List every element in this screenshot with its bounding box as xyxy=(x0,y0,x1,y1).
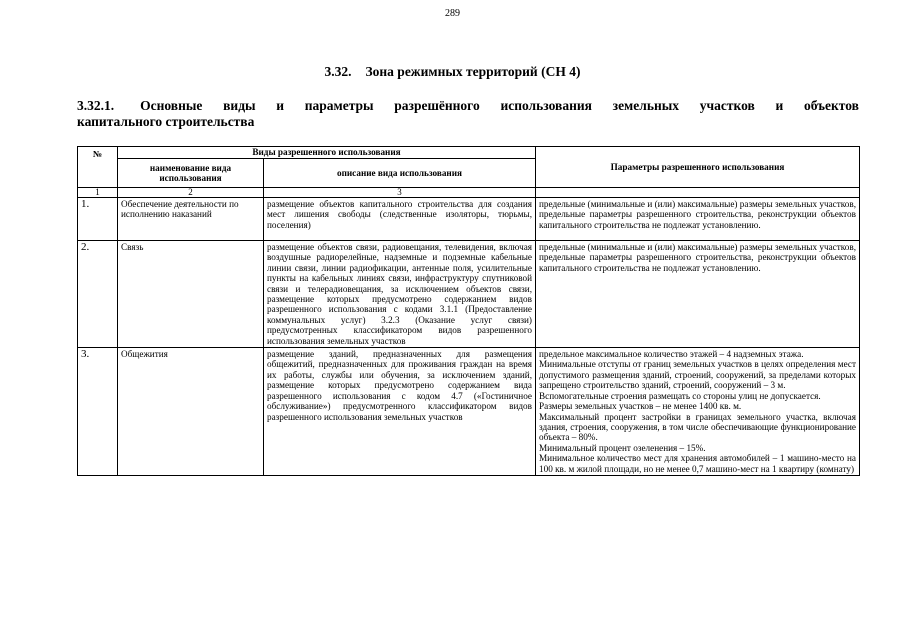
heading-word: и xyxy=(775,98,784,113)
use-description: размещение объектов связи, радиовещания, телевидения, включая воздушные радиорелейные, надземные и подземные кабельные линии связи, линии радиофикации, антенные поля, усилительные пункты на кабельных линиях связи, инфраструктуру спутниковой связи и телерадиовещания, за исключением объектов связи, размещение которых предусмотрено содержанием видов разрешенного использования с кодами 3.1.1 (Предоставление коммунальных услуг) 3.2.3 (Оказание услуг связи) предусмотренных классификатором видов разрешенного использования земельных участков xyxy=(264,241,536,348)
param-line: Размеры земельных участков – не менее 1400 кв. м. xyxy=(539,401,742,412)
row-number: 3. xyxy=(78,348,118,476)
permitted-use-table xyxy=(77,146,860,476)
section-number: 3.32.1. xyxy=(77,98,115,113)
section-title-line1 xyxy=(140,98,859,114)
header-uses-group: Виды разрешенного использования xyxy=(118,147,536,159)
param-line: Минимальные отступы от границ земельных участков в целях определения мест допустимого размещения зданий, строений, сооружений, за пределами которых запрещено строительство зданий, строений, сооружений – 3 м. xyxy=(539,359,856,391)
heading-word: виды xyxy=(223,98,256,113)
table-row xyxy=(78,241,860,348)
row-number: 2. xyxy=(78,241,118,348)
use-name: Общежития xyxy=(118,348,264,476)
header-name: наименование вида использования xyxy=(118,159,264,188)
param-line: Минимальный процент озеленения – 15%. xyxy=(539,442,706,453)
heading-word: Основные xyxy=(140,98,203,113)
table-row xyxy=(78,198,860,241)
index-cell xyxy=(536,188,860,198)
section-heading xyxy=(77,98,859,130)
param-line: предельные (минимальные и (или) максимальные) размеры земельных участков, предельные параметры разрешенного строительства, реконструкции объектов капитального строительства не подлежат установлению. xyxy=(539,242,856,273)
param-line: Максимальный процент застройки в границах земельного участка, включая здания, строения, сооружения, в том числе обеспечивающие функционирование объекта – 80%. xyxy=(539,411,856,443)
use-params xyxy=(536,348,860,476)
index-cell: 1 xyxy=(78,188,118,198)
section-title-line2: капитального строительства xyxy=(77,114,255,129)
table-row xyxy=(78,348,860,476)
index-cell: 2 xyxy=(118,188,264,198)
use-params xyxy=(536,198,860,241)
param-line: предельное максимальное количество этажей – 4 надземных этажа. xyxy=(539,349,804,360)
heading-word: объектов xyxy=(803,98,859,113)
use-description: размещение зданий, предназначенных для размещения общежитий, предназначенных для проживания граждан на время их работы, службы или обучения, за исключением зданий, размещение которых предусмотрено содержанием вида разрешенного использования с кодом 4.7 («Гостиничное обслуживание») предусмотренного классификатором видов разрешенного использования земельных участков xyxy=(264,348,536,476)
use-description: размещение объектов капитального строительства для создания мест лишения свободы (следственные изоляторы, тюрьмы, поселения) xyxy=(264,198,536,241)
heading-word: разрешённого xyxy=(394,98,480,113)
use-name: Связь xyxy=(118,241,264,348)
header-num: № xyxy=(78,147,118,188)
zone-title xyxy=(0,64,905,80)
page-number: 289 xyxy=(445,8,460,19)
header-params: Параметры разрешенного использования xyxy=(536,147,860,188)
param-line: Минимальное количество мест для хранения автомобилей – 1 машино-место на 100 кв. м жилой площади, но не менее 0,7 машино-мест на 1 квартиру (комнату) xyxy=(539,453,856,474)
heading-word: и xyxy=(276,98,285,113)
param-line: предельные (минимальные и (или) максимальные) размеры земельных участков, предельные параметры разрешенного строительства, реконструкции объектов капитального строительства не подлежат установлению. xyxy=(539,199,856,230)
param-line: Вспомогательные строения размещать со стороны улиц не допускается. xyxy=(539,390,821,401)
heading-word: использования xyxy=(500,98,592,113)
heading-word: параметры xyxy=(304,98,374,113)
zone-number: 3.32. xyxy=(324,64,352,79)
heading-word: земельных xyxy=(612,98,680,113)
use-name: Обеспечение деятельности по исполнению наказаний xyxy=(118,198,264,241)
header-description: описание вида использования xyxy=(264,159,536,188)
zone-title-text: Зона режимных территорий (СН 4) xyxy=(365,64,581,79)
heading-word: участков xyxy=(699,98,755,113)
index-cell: 3 xyxy=(264,188,536,198)
row-number: 1. xyxy=(78,198,118,241)
use-params xyxy=(536,241,860,348)
